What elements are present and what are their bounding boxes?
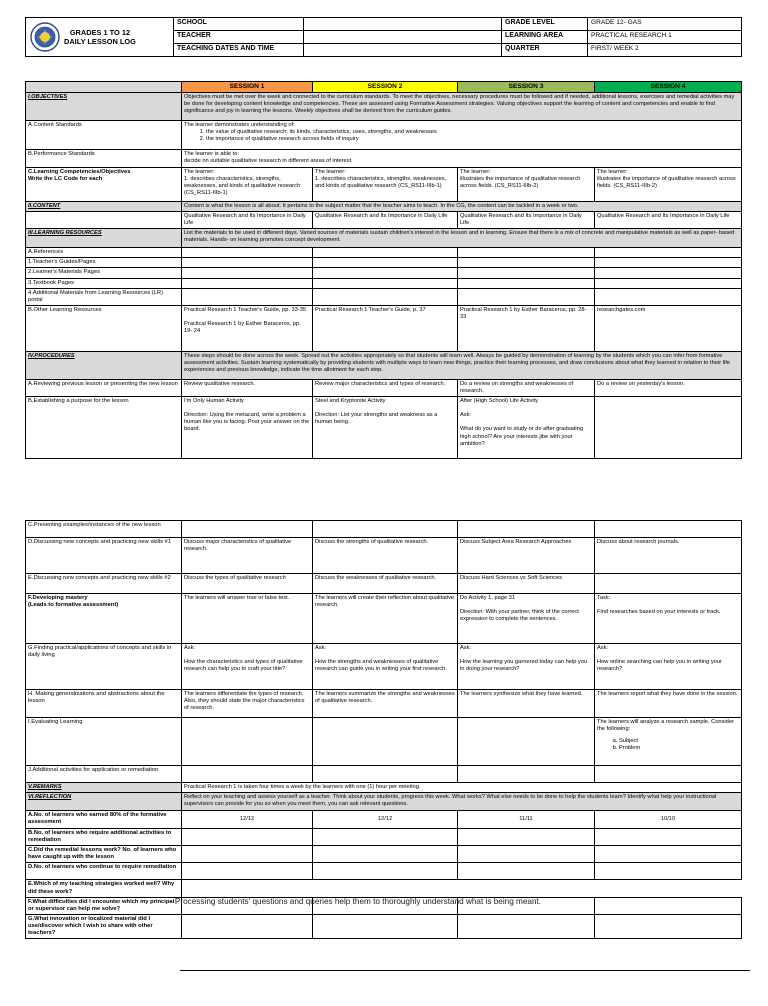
doc-title-line1: GRADES 1 TO 12 [69, 28, 131, 37]
lesson-log-table-page1 [25, 81, 742, 459]
teacher-label: TEACHER [174, 31, 304, 44]
bottom-rule [180, 970, 750, 971]
competency-cell: The learner: illustrates the importance of qualitative research across fields. (CS_RS11-IIIb-2) [595, 168, 742, 202]
competency-cell: The learner: 1. describes characteristics, strengths, weaknesses, and kinds of qualitative research (CS_RS11-IIIb-1) [182, 168, 313, 202]
procedure-h-cell: The learners report what they have done in the session. [595, 690, 742, 718]
competency-cell: The learner: illustrates the importance of qualitative research across fields. (CS_RS11-IIIb-2) [458, 168, 595, 202]
procedure-i-item: b. Problem [619, 745, 739, 752]
objectives-text: Objectives must be met over the week and connected to the curriculum standards. To meet the objectives, necessary procedures must be followed and if needed, additional lessons, exercises and remedial activities may be done for developing content knowledge and competencies. These are assessed using Formative Assessment strategies. Valuing objectives support the learning of content and competencies and enable to find significance and joy in learning the lessons. Weekly objectives shall be derived from the curriculum guides. [182, 93, 742, 121]
learning-area-label: LEARNING AREA [502, 31, 588, 44]
quarter-value[interactable]: FIRST/ WEEK 2 [588, 44, 742, 57]
session-header-row [26, 82, 742, 93]
procedure-d-row [26, 538, 742, 574]
reflection-e-label: E.Which of my teaching strategies worked well? Why did these work? [26, 880, 182, 897]
grade-level-value[interactable]: GRADE 12- GAS [588, 18, 742, 31]
objectives-row [26, 93, 742, 121]
procedure-b-cell [595, 397, 742, 459]
procedure-d-label: D.Discussing new concepts and practicing new skills #1 [26, 538, 182, 574]
content-standards-list [184, 129, 739, 143]
procedure-g-label: G.Finding practical/applications of concepts and skills in daily living [26, 644, 182, 690]
reflection-a-row [26, 811, 742, 829]
reflection-b-row [26, 829, 742, 846]
procedure-d-cell: Discuss Subject Area Research Approaches [458, 538, 595, 574]
procedure-i-cell [595, 718, 742, 766]
procedure-a-cell: Review major characteristics and types of research. [313, 379, 458, 396]
reflection-f-label: F.What difficulties did I encounter which my principal or supervisor can help me solve? [26, 897, 182, 914]
reflection-a-value: 12/12 [313, 811, 458, 829]
session-2-header: SESSION 2 [313, 82, 458, 93]
remarks-label: V.REMARKS [26, 783, 182, 793]
session-3-header: SESSION 3 [458, 82, 595, 93]
procedure-e-cell [595, 574, 742, 594]
performance-standards-row [26, 150, 742, 168]
content-text: Content is what the lesson is all about. It pertains to the subject matter that the teacher aims to teach. In the CG, the content can be tackled in a week or two. [182, 202, 742, 212]
performance-standards-line1: The learner is able to: [184, 151, 240, 157]
procedure-a-label: A.Reviewing previous lesson or presenting the new lesson [26, 379, 182, 396]
other-resource-cell: researchgates.com [595, 305, 742, 351]
procedure-b-label: B.Establishing a purpose for the lesson [26, 397, 182, 459]
reflection-b-label: B.No. of learners who require additional activities to remediation [26, 829, 182, 846]
other-resource-cell: Practical Research 1 by Esther Baraceros, pp. 28- 33 [458, 305, 595, 351]
textbook-label: 3.Textbook Pages [26, 278, 182, 288]
performance-standards-label: B.Performance Standards [26, 150, 182, 168]
reflection-c-label: C.Did the remedial lessons work? No. of learners who have caught up with the lesson [26, 846, 182, 863]
procedure-a-row [26, 379, 742, 396]
procedure-b-cell: I'm Only Human Activity Direction: Using the metacard, write a problem a human like you is facing. Post your answer on the board. [182, 397, 313, 459]
content-row [26, 202, 742, 212]
procedure-e-cell: Discuss the weaknesses of qualitative research. [313, 574, 458, 594]
procedure-e-row [26, 574, 742, 594]
procedure-b-cell: Steel and Kryptonite Activity Direction: List your strengths and weakness as a human being. [313, 397, 458, 459]
procedure-d-cell: Discuss about research journals. [595, 538, 742, 574]
procedure-f-label-line1: F.Developing mastery [28, 595, 88, 601]
session-header-blank [26, 82, 182, 93]
learners-materials-row [26, 268, 742, 278]
procedure-h-label: H. Making generalizations and abstractions about the lesson [26, 690, 182, 718]
page-2 [0, 520, 768, 1006]
quarter-label: QUARTER [502, 44, 588, 57]
content-standards-row [26, 121, 742, 150]
learners-materials-label: 2.Learner's Materials Pages [26, 268, 182, 278]
procedure-g-cell: Ask: How the strengths and weaknesses of qualitative research can guide you in writing your first research. [313, 644, 458, 690]
teachers-guide-label: 1.Teacher's Guides/Pages [26, 258, 182, 268]
reflection-d-label: D.No. of learners who continue to require remediation [26, 863, 182, 880]
procedure-e-cell: Discuss Hard Sciences vs Soft Sciences [458, 574, 595, 594]
procedure-f-cell: The learners will answer true or false test. [182, 594, 313, 644]
header-table [25, 17, 742, 57]
reflection-d-row [26, 863, 742, 880]
performance-standards-line2: decide on suitable qualitative research in different areas of interest. [184, 158, 353, 165]
procedure-g-cell: Ask: How online searching can help you in writing your research? [595, 644, 742, 690]
reflection-text: Reflect on your teaching and assess yourself as a teacher. Think about your students, progress this week. What works? What else needs to be done to help the students learn? Identify what help your instructional supervisors can provide for you so when you meet them, you can ask relevant questions. [182, 793, 742, 811]
procedure-h-cell: The learners synthesize what they have learned. [458, 690, 595, 718]
content-topics-row [26, 212, 742, 229]
learning-area-value[interactable]: PRACTICAL RESEARCH 1 [588, 31, 742, 44]
reflection-a-value: 11/11 [458, 811, 595, 829]
procedure-i-row [26, 718, 742, 766]
procedure-a-cell: Do a review on yesterday's lesson. [595, 379, 742, 396]
competencies-row [26, 168, 742, 202]
procedure-g-cell: Ask: How the learning you garnered today can help you in doing your research? [458, 644, 595, 690]
procedure-e-cell: Discuss the types of qualitative research [182, 574, 313, 594]
objectives-label: I.OBJECTIVES [26, 93, 182, 121]
remarks-text: Practical Research 1 is taken four times a week by the learners with one (1) hour per meeting. [182, 783, 742, 793]
header-logo-cell [26, 18, 174, 57]
procedure-b-cell: After (High School) Life Activity Ask: What do you want to study or do after graduating high school? Are your interests jibe with your ambition? [458, 397, 595, 459]
content-topic-cell: Qualitative Research and Its Importance in Daily Life [458, 212, 595, 229]
procedure-d-cell: Discuss major characteristics of qualitative research. [182, 538, 313, 574]
procedure-b-row [26, 397, 742, 459]
other-resource-cell: Practical Research 1 Teacher's Guide, p. 37 [313, 305, 458, 351]
procedure-h-cell: The learners summarize the strengths and weaknesses of qualitative research. [313, 690, 458, 718]
other-resources-row [26, 305, 742, 351]
procedure-a-cell: Do a review on strengths and weaknesses of research. [458, 379, 595, 396]
school-label: SCHOOL [174, 18, 304, 31]
procedure-d-cell: Discuss the strengths of qualitative research. [313, 538, 458, 574]
reflection-c-row [26, 846, 742, 863]
content-standards-cell [182, 121, 742, 150]
other-resource-cell: Practical Research 1 Teacher's Guide, pp. 33-35 Practical Research 1 by Esther Baraceros, pp. 19- 24 [182, 305, 313, 351]
dates-label: TEACHING DATES AND TIME [174, 44, 304, 57]
session-1-header: SESSION 1 [182, 82, 313, 93]
doc-title-line2: DAILY LESSON LOG [64, 37, 136, 46]
performance-standards-cell [182, 150, 742, 168]
procedures-row [26, 351, 742, 379]
competencies-label-line2: Write the LC Code for each [28, 176, 103, 183]
content-standard-item: 2. the importance of qualitative research across fields of inquiry [206, 136, 739, 143]
procedure-j-row [26, 766, 742, 783]
resources-row [26, 229, 742, 248]
page-gap [0, 480, 768, 520]
procedure-f-cell: Task: Find researches based on your interests or track. [595, 594, 742, 644]
other-resources-label: B.Other Learning Resources [26, 305, 182, 351]
procedure-a-cell: Review qualitative research. [182, 379, 313, 396]
reflection-a-value: 10/10 [595, 811, 742, 829]
procedure-e-label: E.Discussing new concepts and practicing new skills #2 [26, 574, 182, 594]
procedures-text: These steps should be done across the week. Spread out the activities appropriately so that students will learn well. Always be guided by demonstration of learning by the students which you can infer from formative assessment activities. Sustain learning systematically by providing students with multiple ways to learn new things, practice their learning processes, and draw conclusions about what they learned in relation to their life experiences and previous knowledge, indicate the time allotment for each step. [182, 351, 742, 379]
procedure-f-label [26, 594, 182, 644]
competencies-label-line1: C.Learning Competencies/Objectives [28, 169, 131, 175]
procedure-c-row [26, 521, 742, 538]
page-1 [0, 0, 768, 480]
deped-seal-icon [30, 22, 60, 52]
procedure-h-cell: The learners differentiate the types of research. Also, they should state the major characteristics of research. [182, 690, 313, 718]
procedure-i-label: I.Evaluating Learning [26, 718, 182, 766]
procedures-label: IV.PROCEDURES [26, 351, 182, 379]
content-label: II.CONTENT [26, 202, 182, 212]
reflection-a-label: A.No. of learners who earned 80% of the formative assessment [26, 811, 182, 829]
procedure-f-cell: The learners will create their reflection about qualitative research. [313, 594, 458, 644]
reflection-g-row [26, 914, 742, 938]
references-label: A.References [26, 248, 182, 258]
procedure-g-row [26, 644, 742, 690]
reflection-g-label: G.What innovation or localized material did I use/discover which I wish to share with other teachers? [26, 914, 182, 938]
content-standards-intro: The learner demonstrates understanding of: [184, 122, 295, 128]
references-row [26, 248, 742, 258]
procedure-g-cell: Ask: How the characteristics and types of qualitative research can help you to craft your title? [182, 644, 313, 690]
procedure-h-row [26, 690, 742, 718]
reflection-label: VI.REFLECTION [26, 793, 182, 811]
remarks-row [26, 783, 742, 793]
reflection-row [26, 793, 742, 811]
resources-text: List the materials to be used in different days. Varied sources of materials sustain children's interest in the lesson and in learning. Ensure that there is a mix of concrete and manipulative materials as well as paper- based materials. Hands- on learning promotes concept development. [182, 229, 742, 248]
session-4-header: SESSION 4 [595, 82, 742, 93]
reflection-a-value: 12/12 [182, 811, 313, 829]
content-standard-item: 1. the value of qualitative research: its kinds, characteristics, uses, strengths, and weaknesses [206, 129, 739, 136]
procedure-i-intro: The learners will analyze a research sample. Consider the following: [597, 719, 734, 733]
dates-value[interactable] [304, 44, 502, 57]
procedure-f-label-line2: (Leads to formative assessment) [28, 602, 119, 609]
procedure-f-cell: Do Activity 1, page 31 Direction: With your partner, think of the correct expression to complete the sentences. [458, 594, 595, 644]
lesson-log-table-page2 [25, 520, 742, 939]
additional-materials-label: 4.Additional Materials from Learning Resources (LR) portal [26, 288, 182, 305]
teacher-value[interactable] [304, 31, 502, 44]
procedure-c-label: C.Presenting examples/instances of the new lesson [26, 521, 182, 538]
competencies-label [26, 168, 182, 202]
procedure-j-label: J.Additional activities for application or remediation [26, 766, 182, 783]
procedure-i-list [597, 738, 739, 752]
resources-label: III.LEARNING RESOURCES [26, 229, 182, 248]
content-standards-label: A.Content Standards [26, 121, 182, 150]
reflection-e-note: Processing students' questions and queries help them to thoroughly understand what is being meant. [174, 897, 542, 906]
additional-materials-row [26, 288, 742, 305]
content-topic-cell: Qualitative Research and Its Importance in Daily Life [595, 212, 742, 229]
content-topic-cell: Qualitative Research and Its Importance in Daily Life [182, 212, 313, 229]
procedure-i-item: a. Subject [619, 738, 739, 745]
teachers-guide-row [26, 258, 742, 268]
reflection-e-row [26, 880, 742, 897]
school-value[interactable] [304, 18, 502, 31]
textbook-row [26, 278, 742, 288]
content-topics-blank [26, 212, 182, 229]
competency-cell: The learner: 1. describes characteristics, strengths, weaknesses, and kinds of qualitative research (CS_RS11-IIIb-1) [313, 168, 458, 202]
procedure-f-row [26, 594, 742, 644]
grade-level-label: GRADE LEVEL [502, 18, 588, 31]
content-topic-cell: Qualitative Research and Its Importance in Daily Life [313, 212, 458, 229]
